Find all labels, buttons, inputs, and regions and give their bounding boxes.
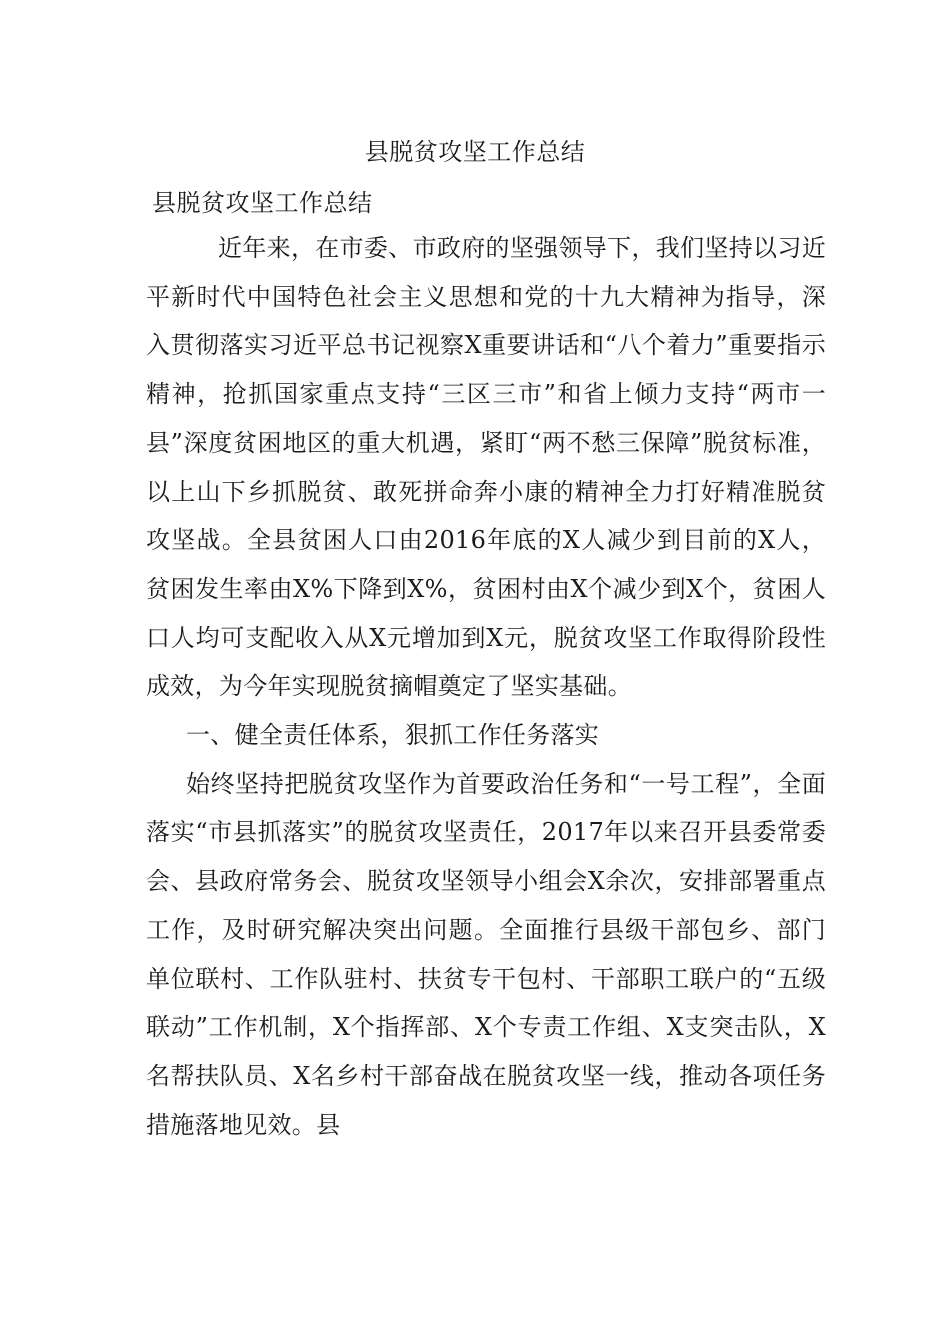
document-body [146,224,826,1149]
paragraph-intro: 近年来，在市委、市政府的坚强领导下，我们坚持以习近平新时代中国特色社会主义思想和党的十九大精神为指导，深入贯彻落实习近平总书记视察X重要讲话和“八个着力”重要指示精神，抢抓国家重点支持“三区三市”和省上倾力支持“两市一县”深度贫困地区的重大机遇，紧盯“两不愁三保障”脱贫标准，以上山下乡抓脱贫、敢死拼命奔小康的精神全力打好精准脱贫攻坚战。全县贫困人口由2016年底的X人减少到目前的X人，贫困发生率由X%下降到X%，贫困村由X个减少到X个，贫困人口人均可支配收入从X元增加到X元，脱贫攻坚工作取得阶段性成效，为今年实现脱贫摘帽奠定了坚实基础。 [146,234,826,701]
paragraph-section-1: 始终坚持把脱贫攻坚作为首要政治任务和“一号工程”，全面落实“市县抓落实”的脱贫攻坚责任，2017年以来召开县委常委会、县政府常务会、脱贫攻坚领导小组会X余次，安排部署重点工作，及时研究解决突出问题。全面推行县级干部包乡、部门单位联村、工作队驻村、扶贫专干包村、干部职工联户的“五级联动”工作机制，X个指挥部、X个专责工作组、X支突击队，X名帮扶队员、X名乡村干部奋战在脱贫攻坚一线，推动各项任务措施落地见效。县 [146,769,826,1139]
section-heading-1: 一、健全责任体系，狠抓工作任务落实 [186,721,600,750]
page-title: 县脱贫攻坚工作总结 [364,138,586,166]
document-subtitle: 县脱贫攻坚工作总结 [152,189,373,217]
